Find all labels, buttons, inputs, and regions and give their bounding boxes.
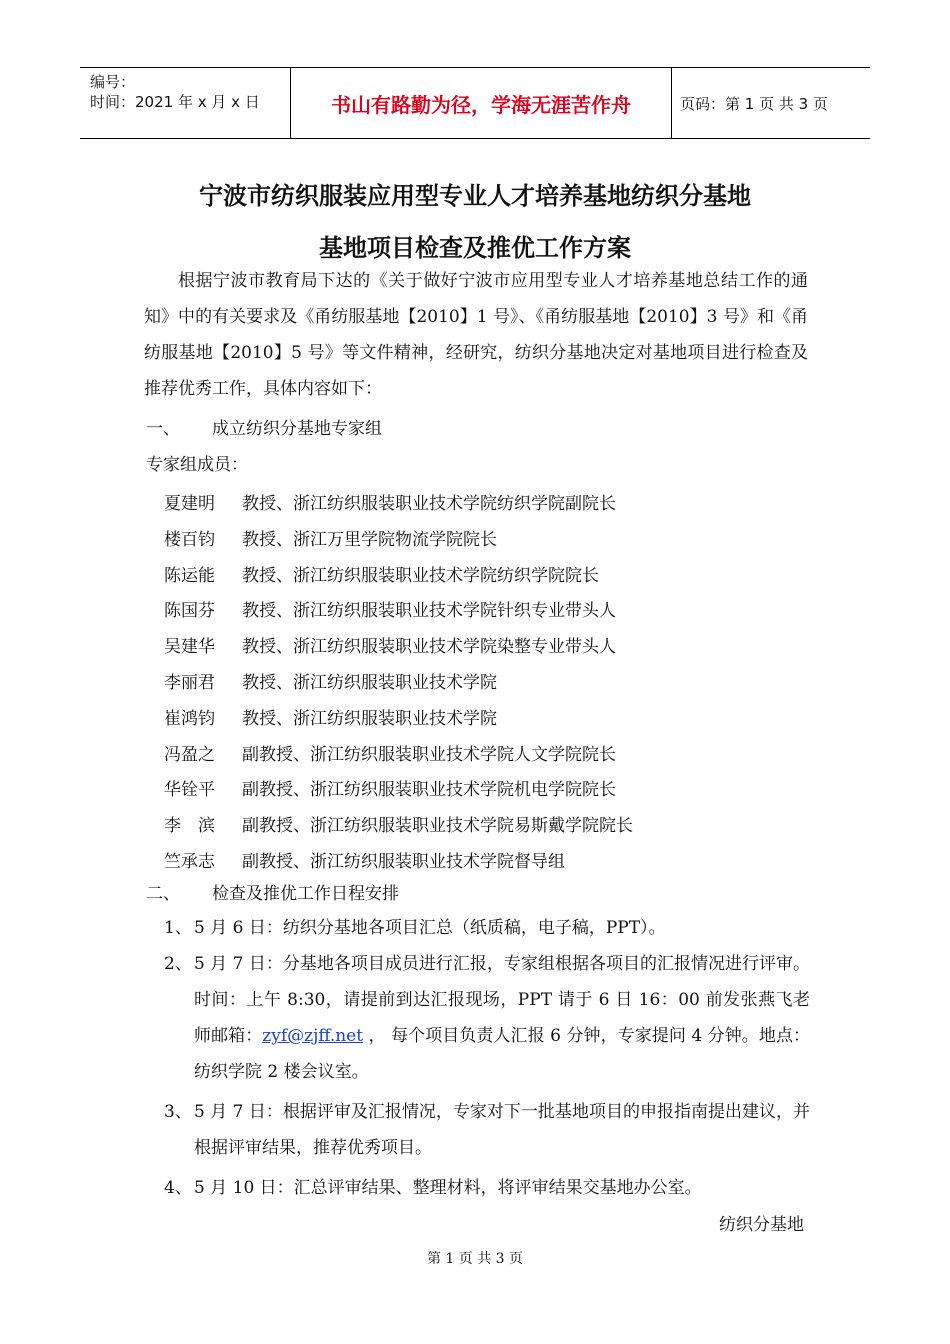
schedule-item-number: 1、 — [164, 918, 192, 938]
time-label: 时间：2021 年 x 月 x 日 — [90, 93, 260, 111]
number-label: 编号： — [90, 73, 136, 91]
document-title-line2: 基地项目检查及推优工作方案 — [319, 234, 631, 262]
section2-heading: 检查及推优工作日程安排 — [212, 884, 399, 904]
schedule-item — [164, 910, 810, 946]
schedule-item-text-after: ， 每个项目负责人汇报 6 分钟，专家提问 4 分钟。地点：纺织学院 2 楼会议室。 — [194, 1026, 811, 1082]
section1-heading: 成立纺织分基地专家组 — [212, 419, 382, 439]
member-row — [164, 740, 616, 765]
member-name: 陈国芬 — [164, 601, 215, 622]
schedule-item — [164, 946, 810, 1090]
email-link[interactable]: zyf@zjff.net — [262, 1026, 364, 1046]
member-name: 华铨平 — [164, 780, 215, 801]
member-name: 吴建华 — [164, 637, 215, 658]
page-header — [80, 67, 870, 139]
members-label: 专家组成员： — [146, 455, 248, 475]
header-meta — [80, 68, 291, 138]
member-row — [164, 525, 497, 550]
section1-number: 一、 — [146, 419, 180, 439]
schedule-item-number: 4、 — [164, 1178, 192, 1198]
member-name: 陈运能 — [164, 565, 215, 586]
intro-paragraph: 根据宁波市教育局下达的《关于做好宁波市应用型专业人才培养基地总结工作的通知》中的有关要求及《甬纺服基地【2010】1 号》、《甬纺服基地【2010】3 号》和《甬纺服基地【2010】5 号》等文件精神，经研究，纺织分基地决定对基地项目进行检查及推荐优秀工作，具体内容如下： — [144, 271, 808, 399]
schedule-item-number: 2、 — [164, 954, 192, 974]
schedule-item-text-before: 5 月 7 日：分基地各项目成员进行汇报，专家组根据各项目的汇报情况进行评审。时间：上午 8:30，请提前到达汇报现场，PPT 请于 6 日 16：00 前发张燕飞老师邮箱： — [194, 954, 810, 1046]
page-footer: 第 1 页 共 3 页 — [426, 1251, 524, 1267]
member-row — [164, 668, 497, 693]
member-row — [164, 704, 497, 729]
member-title: 教授、浙江纺织服装职业技术学院纺织学院副院长 — [242, 494, 616, 514]
member-name: 崔鸿钧 — [164, 708, 215, 729]
member-title: 副教授、浙江纺织服装职业技术学院机电学院院长 — [242, 780, 616, 801]
member-name: 楼百钧 — [164, 529, 215, 550]
member-name: 竺承志 — [164, 852, 215, 872]
member-title: 教授、浙江纺织服装职业技术学院 — [242, 708, 497, 729]
member-row — [164, 811, 633, 836]
schedule-item — [164, 1094, 810, 1166]
schedule-item-text: 5 月 10 日：汇总评审结果、整理材料，将评审结果交基地办公室。 — [194, 1178, 702, 1198]
schedule-item-text: 5 月 7 日：根据评审及汇报情况，专家对下一批基地项目的申报指南提出建议，并根据评审结果，推荐优秀项目。 — [194, 1102, 810, 1158]
schedule-item-text — [164, 946, 810, 1090]
schedule-item-text: 5 月 6 日：纺织分基地各项目汇总（纸质稿，电子稿，PPT）。 — [194, 918, 666, 938]
member-row — [164, 561, 599, 586]
schedule-item-number: 3、 — [164, 1102, 192, 1122]
member-title: 副教授、浙江纺织服装职业技术学院督导组 — [242, 852, 565, 872]
member-name: 李 滨 — [164, 816, 215, 837]
member-name: 冯盈之 — [164, 744, 215, 765]
signature: 纺织分基地 — [719, 1215, 804, 1235]
member-title: 教授、浙江纺织服装职业技术学院 — [242, 673, 497, 693]
member-row — [164, 596, 616, 621]
member-title: 教授、浙江纺织服装职业技术学院纺织学院院长 — [242, 565, 599, 586]
member-row — [164, 632, 616, 657]
member-name: 夏建明 — [164, 494, 215, 514]
member-title: 教授、浙江纺织服装职业技术学院针织专业带头人 — [242, 601, 616, 622]
section2-number: 二、 — [146, 884, 180, 904]
member-row — [164, 847, 565, 872]
member-title: 教授、浙江纺织服装职业技术学院染整专业带头人 — [242, 637, 616, 658]
member-title: 教授、浙江万里学院物流学院院长 — [242, 529, 497, 550]
member-title: 副教授、浙江纺织服装职业技术学院人文学院院长 — [242, 744, 616, 765]
member-title: 副教授、浙江纺织服装职业技术学院易斯戴学院院长 — [242, 816, 633, 837]
schedule-item — [164, 1170, 810, 1206]
member-name: 李丽君 — [164, 673, 215, 693]
member-row — [164, 489, 616, 514]
header-page-info: 页码：第 1 页 共 3 页 — [680, 94, 828, 113]
header-motto: 书山有路勤为径，学海无涯苦作舟 — [291, 68, 672, 138]
member-row — [164, 775, 616, 800]
document-title-line1: 宁波市纺织服装应用型专业人才培养基地纺织分基地 — [199, 182, 751, 210]
